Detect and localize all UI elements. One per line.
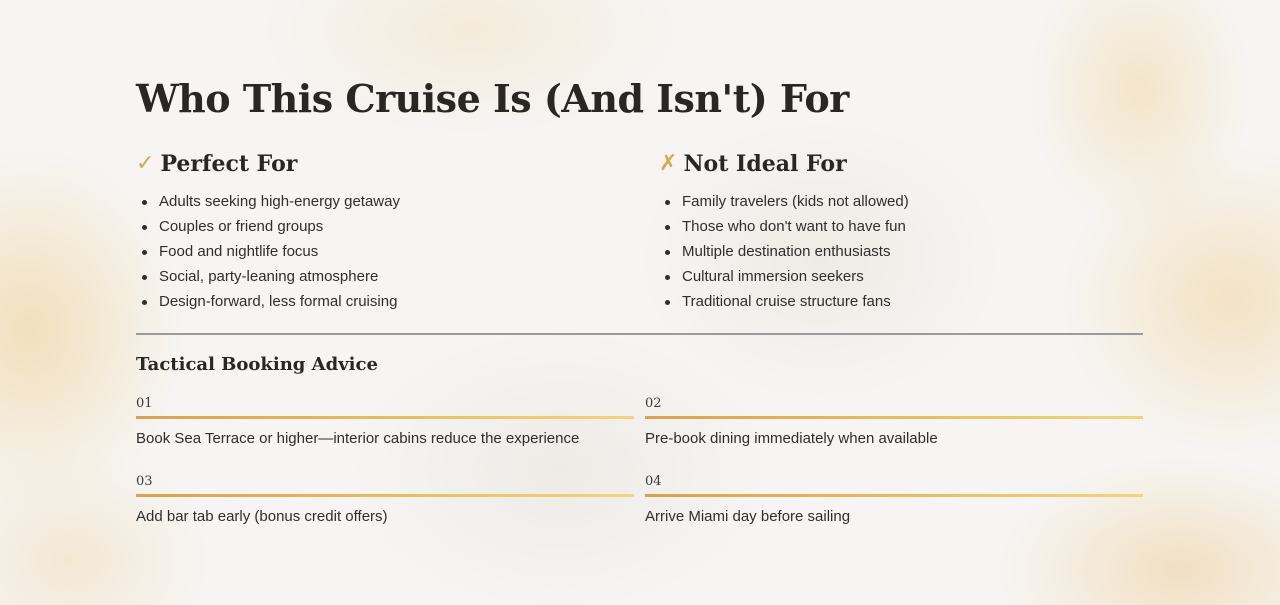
- list-item: Those who don't want to have fun: [659, 214, 1139, 239]
- tip-accent-bar: [645, 494, 1143, 497]
- list-item: Cultural immersion seekers: [659, 264, 1139, 289]
- list-item: Multiple destination enthusiasts: [659, 239, 1139, 264]
- tip-number: 01: [136, 396, 153, 411]
- booking-tip: [645, 472, 1143, 527]
- perfect-for-column: [136, 150, 616, 314]
- perfect-for-header: [136, 150, 616, 178]
- x-mark-icon: ✗: [659, 151, 678, 176]
- list-item: Food and nightlife focus: [136, 239, 616, 264]
- tip-number: 02: [645, 396, 662, 411]
- tip-number: 04: [645, 474, 662, 489]
- not-ideal-for-column: [659, 150, 1139, 314]
- not-ideal-for-list: [659, 189, 1139, 314]
- booking-tip: [136, 472, 634, 527]
- section-divider: [136, 333, 1143, 335]
- list-item: Traditional cruise structure fans: [659, 289, 1139, 314]
- list-item: Social, party-leaning atmosphere: [136, 264, 616, 289]
- tip-text: Arrive Miami day before sailing: [645, 508, 851, 525]
- perfect-for-heading: Perfect For: [160, 151, 298, 177]
- list-item: Design-forward, less formal cruising: [136, 289, 616, 314]
- checkmark-icon: ✓: [136, 151, 155, 176]
- tip-number: 03: [136, 474, 153, 489]
- list-item: Adults seeking high-energy getaway: [136, 189, 616, 214]
- tip-accent-bar: [136, 494, 634, 497]
- tip-text: Book Sea Terrace or higher—interior cabins reduce the experience: [136, 430, 580, 447]
- section-title: Who This Cruise Is (And Isn't) For: [136, 76, 849, 121]
- tip-text: Add bar tab early (bonus credit offers): [136, 508, 388, 525]
- not-ideal-for-header: [659, 150, 1139, 178]
- tip-accent-bar: [645, 416, 1143, 419]
- tip-accent-bar: [136, 416, 634, 419]
- list-item: Couples or friend groups: [136, 214, 616, 239]
- tip-text: Pre-book dining immediately when available: [645, 430, 938, 447]
- booking-tip: [645, 394, 1143, 449]
- perfect-for-list: [136, 189, 616, 314]
- booking-advice-title: Tactical Booking Advice: [136, 354, 378, 375]
- not-ideal-for-heading: Not Ideal For: [683, 151, 847, 177]
- list-item: Family travelers (kids not allowed): [659, 189, 1139, 214]
- booking-tip: [136, 394, 634, 449]
